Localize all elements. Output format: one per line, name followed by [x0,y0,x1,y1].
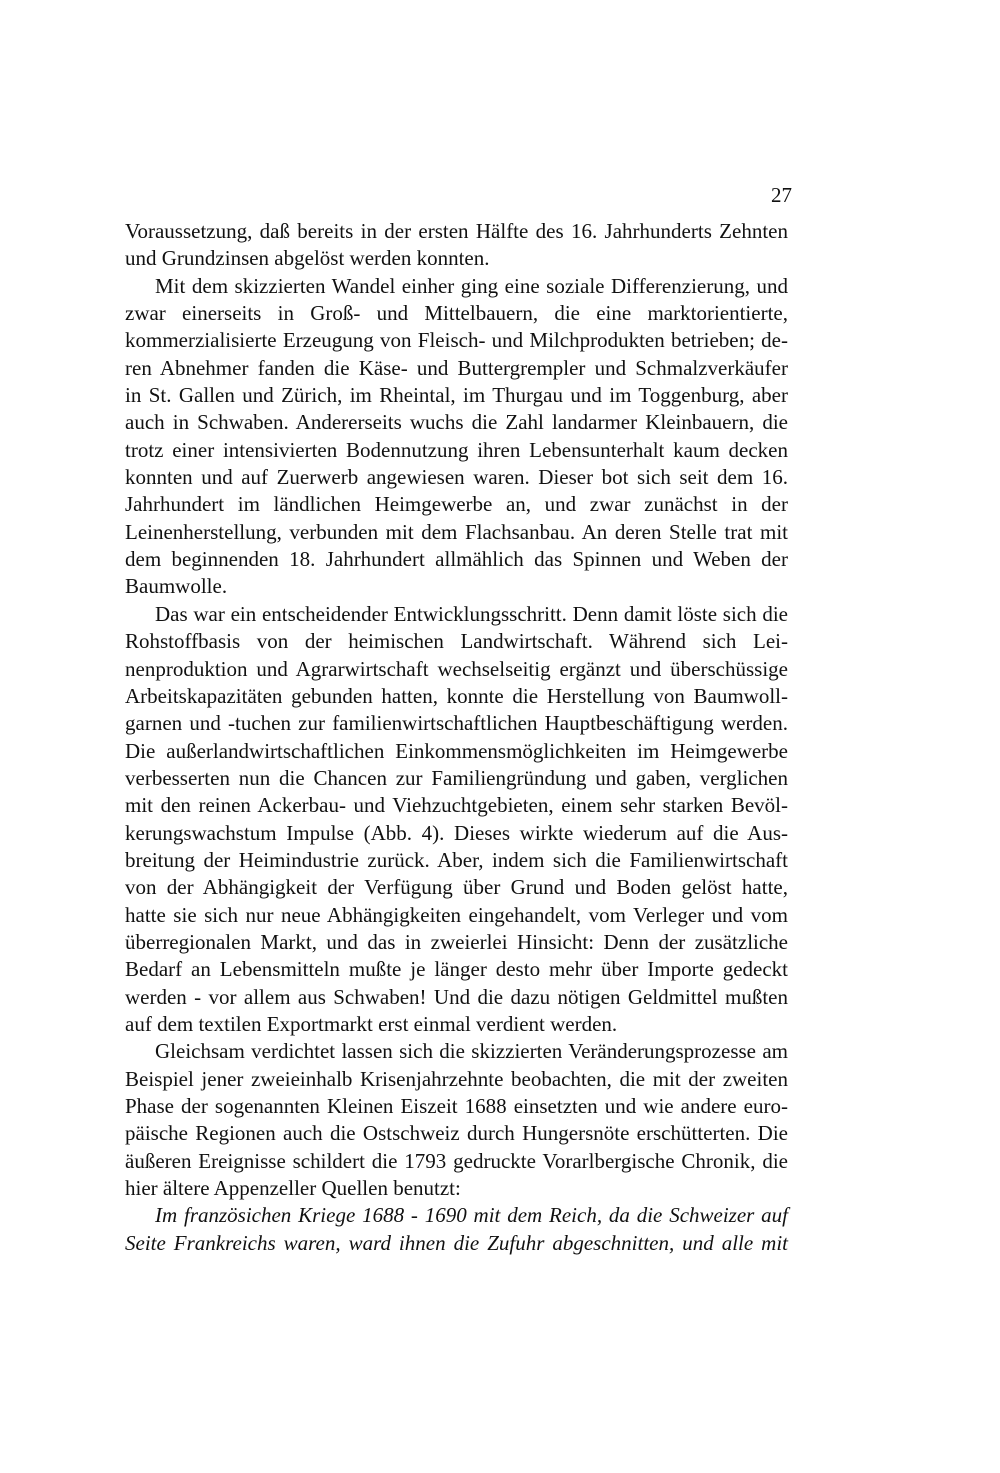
text-line: Phase der sogenannten Kleinen Eiszeit 1688 einsetzten und wie andere euro- [125,1094,788,1118]
text-line: nenproduktion und Agrarwirtschaft wechselseitig ergänzt und überschüssige [125,656,788,681]
text-line: Die außerlandwirtschaftlichen Einkommensmöglichkeiten im Heimgewerbe [125,738,788,763]
paragraph [125,273,788,601]
text-line: Baumwolle. [125,574,228,599]
text-line: Gleichsam verdichtet lassen sich die skizzierten Veränderungsprozesse am [155,1039,788,1064]
text-line: dem beginnenden 18. Jahrhundert allmählich das Spinnen und Weben der [125,547,788,572]
text-line: Arbeitskapazitäten gebunden hatten, konnte die Herstellung von Baumwoll- [125,683,788,708]
text-line: verbesserten nun die Chancen zur Familiengründung und gaben, verglichen [125,765,788,790]
text-line: Bedarf an Lebensmitteln mußte je länger desto mehr über Importe gedeckt [125,957,788,982]
quotation [125,1202,788,1257]
text-line: garnen und -tuchen zur familienwirtschaftlichen Hauptbeschäftigung werden. [125,711,788,736]
text-line: breitung der Heimindustrie zurück. Aber, indem sich die Familienwirtschaft [125,847,788,872]
page-number: 27 [771,183,792,207]
text-line: in St. Gallen und Zürich, im Rheintal, im Thurgau und im Toggenburg, aber [125,383,788,408]
text-line: von der Abhängigkeit der Verfügung über Grund und Boden gelöst hatte, [125,875,788,900]
text-line: Jahrhundert im ländlichen Heimgewerbe an, und zwar zunächst in der [125,492,788,517]
text-line: Rohstoffbasis von der heimischen Landwirtschaft. Während sich Lei- [125,629,788,654]
text-line: hatte sie sich nur neue Abhängigkeiten eingehandelt, vom Verleger und vom [125,902,788,927]
paragraph [125,1038,788,1202]
text-line: päische Regionen auch die Ostschweiz durch Hungersnöte erschütterten. Die [125,1121,788,1146]
text-line: und Grundzinsen abgelöst werden konnten. [125,246,490,271]
text-line: kerungswachstum Impulse (Abb. 4). Dieses wirkte wiederum auf die Aus- [125,820,788,845]
text-line: überregionalen Markt, und das in zweierlei Hinsicht: Denn der zusätzliche [125,929,788,954]
text-line: äußeren Ereignisse schildert die 1793 gedruckte Vorarlbergische Chronik, die [125,1148,788,1173]
body-text [125,218,788,1257]
text-line: auch in Schwaben. Andererseits wuchs die Zahl landarmer Kleinbauern, die [125,410,788,435]
quote-line: Seite Frankreichs waren, ward ihnen die Zufuhr abgeschnitten, und alle mit [125,1230,788,1255]
quote-line: Im französichen Kriege 1688 - 1690 mit dem Reich, da die Schweizer auf [155,1203,788,1228]
text-line: hier ältere Appenzeller Quellen benutzt: [125,1176,461,1201]
text-line: konnten und auf Zuerwerb angewiesen waren. Dieser bot sich seit dem 16. [125,465,788,490]
text-line: Beispiel jener zweieinhalb Krisenjahrzehnte beobachten, die mit der zweiten [125,1066,788,1091]
text-line: Das war ein entscheidender Entwicklungsschritt. Denn damit löste sich die [155,601,788,626]
text-line: kommerzialisierte Erzeugung von Fleisch- und Milchprodukten betrieben; de- [125,328,788,353]
text-line: zwar einerseits in Groß- und Mittelbauern, die eine marktorientierte, [125,301,788,326]
text-line: ren Abnehmer fanden die Käse- und Buttergrempler und Schmalzverkäufer [125,355,788,380]
text-line: Leinenherstellung, verbunden mit dem Flachsanbau. An deren Stelle trat mit [125,519,788,544]
paragraph [125,601,788,1039]
text-line: werden - vor allem aus Schwaben! Und die dazu nötigen Geldmittel mußten [125,984,788,1009]
text-line: auf dem textilen Exportmarkt erst einmal verdient werden. [125,1011,618,1036]
paragraph [125,218,788,273]
text-line: Voraussetzung, daß bereits in der ersten Hälfte des 16. Jahrhunderts Zehnten [125,219,788,243]
text-line: trotz einer intensivierten Bodennutzung ihren Lebensunterhalt kaum decken [125,437,788,462]
text-line: mit den reinen Ackerbau- und Viehzuchtgebieten, einem sehr starken Bevöl- [125,793,788,818]
text-line: Mit dem skizzierten Wandel einher ging eine soziale Differenzierung, und [155,273,788,298]
